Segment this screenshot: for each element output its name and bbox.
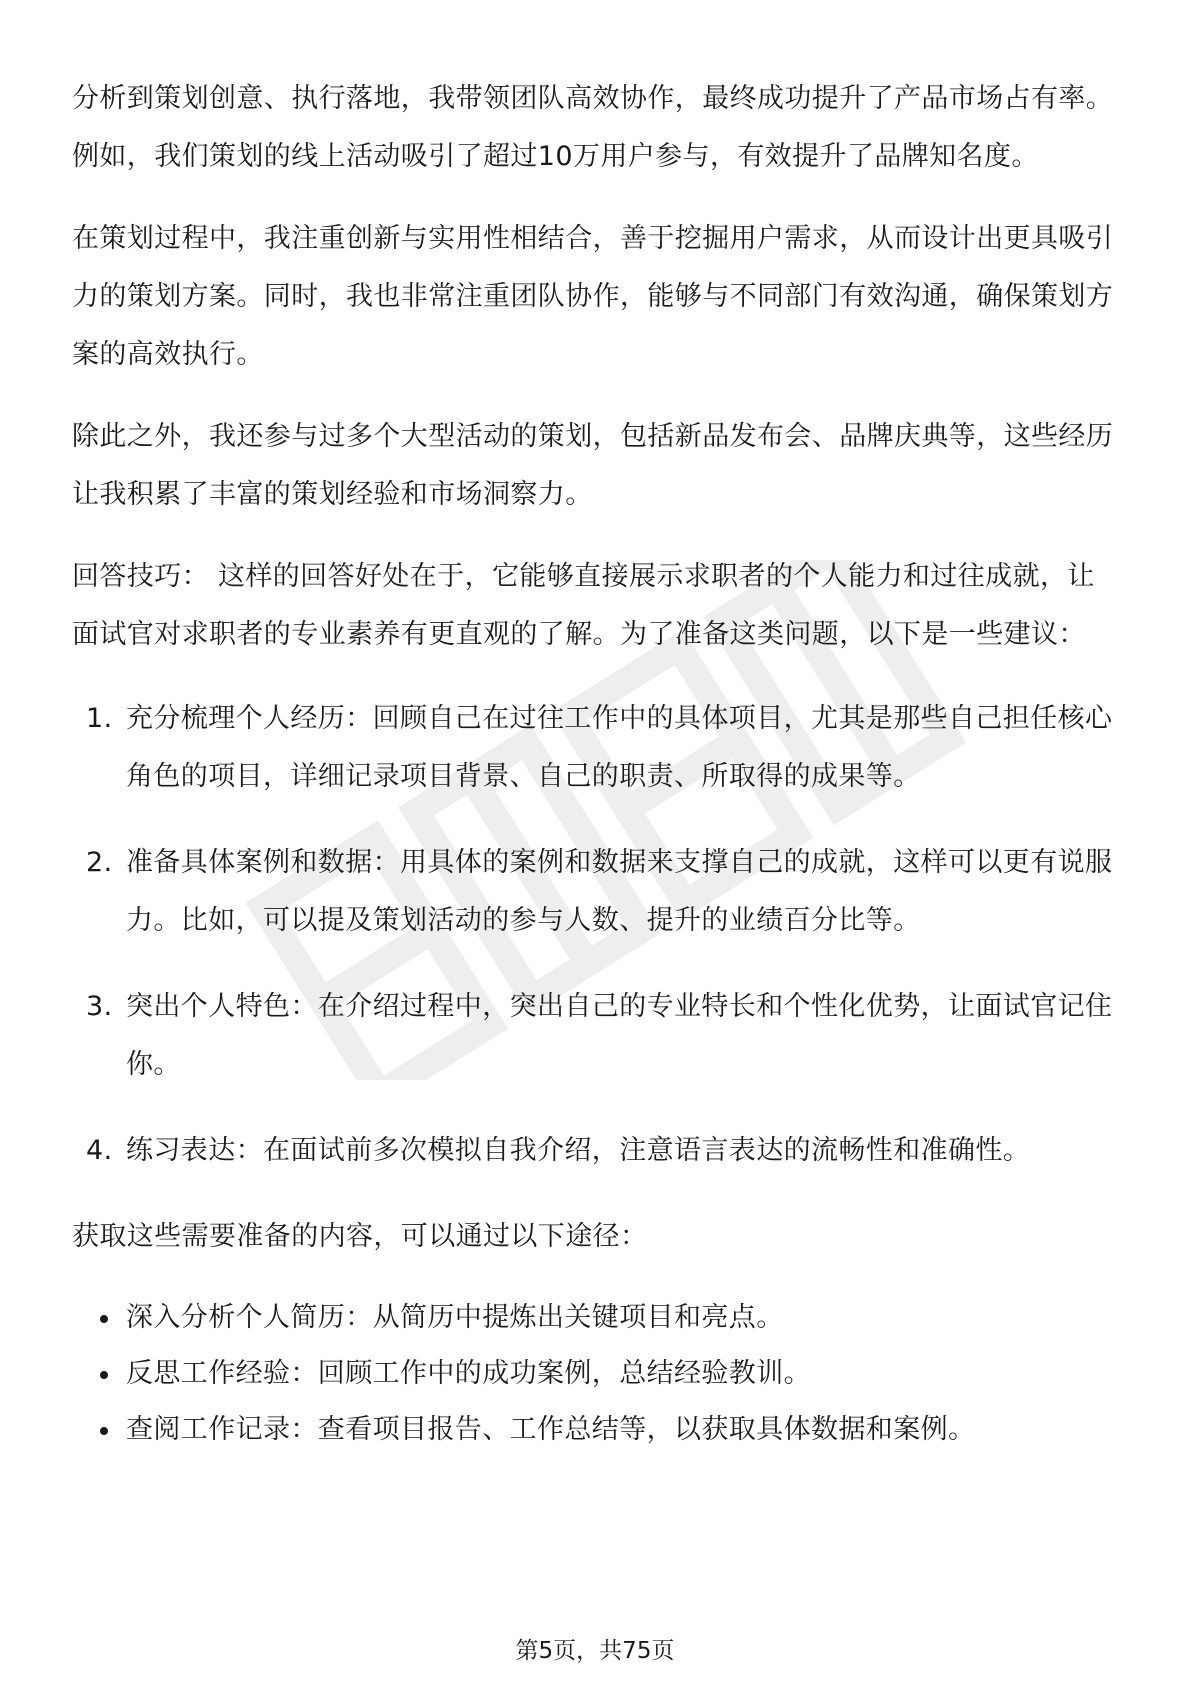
list-item-text: 充分梳理个人经历：回顾自己在过往工作中的具体项目，尤其是那些自己担任核心角色的项目，详细记录项目背景、自己的职责、所取得的成果等。 xyxy=(126,703,1113,792)
page-number-footer: 第5页，共75页 xyxy=(515,1638,675,1664)
list-item xyxy=(72,1122,1122,1180)
paragraph-bullets-intro: 获取这些需要准备的内容，可以通过以下途径： xyxy=(72,1221,648,1252)
bullet-dot-icon xyxy=(100,1315,108,1323)
list-item-text: 练习表达：在面试前多次模拟自我介绍，注意语言表达的流畅性和准确性。 xyxy=(126,1135,1031,1166)
list-number: 4. xyxy=(86,1135,113,1166)
source-bullet-list xyxy=(72,1290,1122,1458)
bullet-item xyxy=(72,1290,1122,1346)
list-number: 3. xyxy=(86,991,113,1022)
paragraph-answer-tips: 回答技巧： 这样的回答好处在于，它能够直接展示求职者的个人能力和过往成就，让面试官对求职者的专业素养有更直观的了解。为了准备这类问题，以下是一些建议： xyxy=(72,561,1095,650)
list-item xyxy=(72,978,1122,1094)
suggestion-list xyxy=(72,690,1122,1180)
list-number: 2. xyxy=(86,847,113,878)
bullet-item xyxy=(72,1402,1122,1458)
bullet-dot-icon xyxy=(100,1427,108,1435)
bullet-item xyxy=(72,1346,1122,1402)
paragraph-achievement: 分析到策划创意、执行落地，我带领团队高效协作，最终成功提升了产品市场占有率。例如，我们策划的线上活动吸引了超过10万用户参与，有效提升了品牌知名度。 xyxy=(72,83,1114,172)
list-item-text: 准备具体案例和数据：用具体的案例和数据来支撑自己的成就，这样可以更有说服力。比如，可以提及策划活动的参与人数、提升的业绩百分比等。 xyxy=(126,847,1113,936)
bullet-text: 反思工作经验：回顾工作中的成功案例，总结经验教训。 xyxy=(126,1358,811,1389)
bullet-dot-icon xyxy=(100,1371,108,1379)
list-item xyxy=(72,834,1122,950)
paragraph-other-experience: 除此之外，我还参与过多个大型活动的策划，包括新品发布会、品牌庆典等，这些经历让我积累了丰富的策划经验和市场洞察力。 xyxy=(72,421,1114,510)
bullet-text: 深入分析个人简历：从简历中提炼出关键项目和亮点。 xyxy=(126,1302,784,1333)
list-item xyxy=(72,690,1122,806)
bullet-text: 查阅工作记录：查看项目报告、工作总结等，以获取具体数据和案例。 xyxy=(126,1414,976,1445)
document-body xyxy=(72,70,1122,1458)
list-number: 1. xyxy=(86,703,113,734)
paragraph-planning-process: 在策划过程中，我注重创新与实用性相结合，善于挖掘用户需求，从而设计出更具吸引力的策划方案。同时，我也非常注重团队协作，能够与不同部门有效沟通，确保策划方案的高效执行。 xyxy=(72,223,1114,370)
list-item-text: 突出个人特色：在介绍过程中，突出自己的专业特长和个性化优势，让面试官记住你。 xyxy=(126,991,1113,1080)
